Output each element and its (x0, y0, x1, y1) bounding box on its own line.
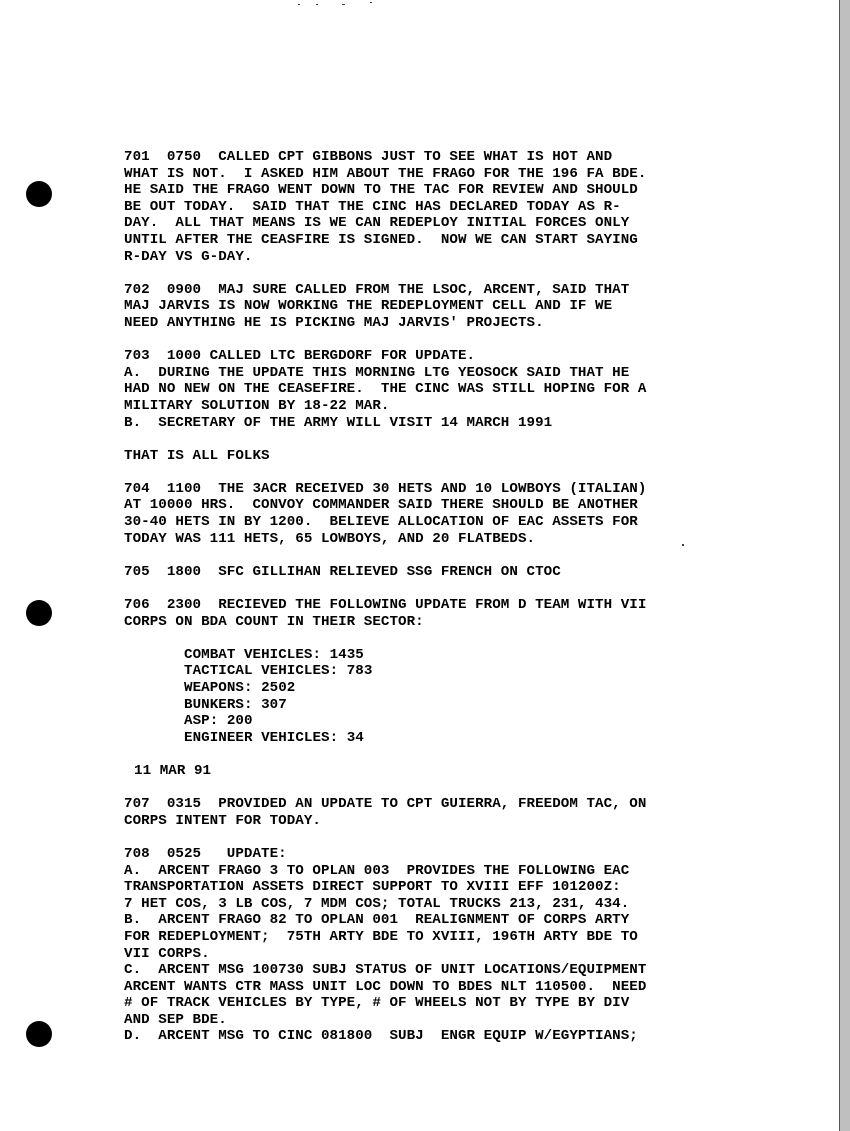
log-entry-line: A. DURING THE UPDATE THIS MORNING LTG YEOSOCK SAID THAT HE (124, 364, 630, 381)
log-entry-line: CORPS INTENT FOR TODAY. (124, 812, 321, 829)
log-entry-line: FOR REDEPLOYMENT; 75TH ARTY BDE TO XVIII, 196TH ARTY BDE TO (124, 928, 638, 945)
log-entry-line: 708 0525 UPDATE: (124, 845, 287, 862)
log-entry (124, 282, 744, 332)
log-entry-line: MILITARY SOLUTION BY 18-22 MAR. (124, 397, 390, 414)
log-entry-line: WHAT IS NOT. I ASKED HIM ABOUT THE FRAGO FOR THE 196 FA BDE. (124, 165, 647, 182)
binder-hole-bottom (26, 1021, 52, 1047)
log-entry-line: TODAY WAS 111 HETS, 65 LOWBOYS, AND 20 FLATBEDS. (124, 530, 536, 547)
bda-count-line: WEAPONS: 2502 (184, 680, 296, 696)
bda-count-line: ASP: 200 (184, 713, 253, 730)
log-entry-line: ARCENT WANTS CTR MASS UNIT LOC DOWN TO BDES NLT 110500. NEED (124, 978, 647, 995)
log-entry-line: 706 2300 RECIEVED THE FOLLOWING UPDATE FROM D TEAM WITH VII (124, 597, 647, 614)
bda-count-line: TACTICAL VEHICLES: 783 (184, 663, 373, 680)
log-entry-line: A. ARCENT FRAGO 3 TO OPLAN 003 PROVIDES THE FOLLOWING EAC (124, 862, 630, 879)
log-document (124, 149, 744, 1045)
log-entry (124, 481, 744, 547)
scan-speck (370, 2, 372, 3)
bda-count-line: ENGINEER VEHICLES: 34 (184, 729, 364, 746)
log-entries-bottom (124, 796, 744, 1045)
log-entry-line: D. ARCENT MSG TO CINC 081800 SUBJ ENGR EQUIP W/EGYPTIANS; (124, 1028, 638, 1045)
log-entry (124, 564, 744, 581)
log-entry (124, 846, 744, 1045)
log-entry-line: 7 HET COS, 3 LB COS, 7 MDM COS; TOTAL TRUCKS 213, 231, 434. (124, 895, 630, 912)
log-entry-line: B. SECRETARY OF THE ARMY WILL VISIT 14 MARCH 1991 (124, 414, 553, 431)
log-entry-line: AND SEP BDE. (124, 1011, 227, 1028)
log-entry-line: DAY. ALL THAT MEANS IS WE CAN REDEPLOY INITIAL FORCES ONLY (124, 215, 630, 232)
log-entry-line: 707 0315 PROVIDED AN UPDATE TO CPT GUIERRA, FREEDOM TAC, ON (124, 796, 647, 813)
log-entry-line: 703 1000 CALLED LTC BERGDORF FOR UPDATE. (124, 348, 476, 365)
log-entry-line: UNTIL AFTER THE CEASFIRE IS SIGNED. NOW WE CAN START SAYING (124, 231, 638, 248)
scan-speck (298, 4, 300, 5)
page-edge-shadow (840, 0, 850, 1131)
log-entry-line: AT 10000 HRS. CONVOY COMMANDER SAID THERE SHOULD BE ANOTHER (124, 497, 638, 514)
log-entry (124, 348, 744, 431)
log-entry-line: NEED ANYTHING HE IS PICKING MAJ JARVIS' PROJECTS. (124, 314, 544, 331)
log-entry-line: TRANSPORTATION ASSETS DIRECT SUPPORT TO XVIII EFF 101200Z: (124, 879, 621, 896)
log-entry (124, 796, 744, 829)
log-entry-line: HAD NO NEW ON THE CEASEFIRE. THE CINC WAS STILL HOPING FOR A (124, 381, 647, 398)
log-entry-line: C. ARCENT MSG 100730 SUBJ STATUS OF UNIT LOCATIONS/EQUIPMENT (124, 962, 647, 979)
binder-hole-top (26, 181, 52, 207)
log-entry-line: BE OUT TODAY. SAID THAT THE CINC HAS DECLARED TODAY AS R- (124, 198, 621, 215)
log-entry-line: 702 0900 MAJ SURE CALLED FROM THE LSOC, ARCENT, SAID THAT (124, 281, 630, 298)
bda-count-line: COMBAT VEHICLES: 1435 (184, 646, 364, 663)
log-entry-line: VII CORPS. (124, 945, 210, 962)
log-entry (124, 149, 744, 265)
log-entry-line: HE SAID THE FRAGO WENT DOWN TO THE TAC FOR REVIEW AND SHOULD (124, 182, 638, 199)
log-entry-line: 705 1800 SFC GILLIHAN RELIEVED SSG FRENCH ON CTOC (124, 563, 561, 580)
scan-speck (316, 4, 318, 5)
log-entry-line: CORPS ON BDA COUNT IN THEIR SECTOR: (124, 613, 424, 630)
log-entry-line: # OF TRACK VEHICLES BY TYPE, # OF WHEELS NOT BY TYPE BY DIV (124, 995, 630, 1012)
log-entry-line: B. ARCENT FRAGO 82 TO OPLAN 001 REALIGNMENT OF CORPS ARTY (124, 912, 630, 929)
log-entry-line: 704 1100 THE 3ACR RECEIVED 30 HETS AND 10 LOWBOYS (ITALIAN) (124, 480, 647, 497)
scan-speck (342, 4, 345, 5)
bda-count-line: BUNKERS: 307 (184, 696, 287, 713)
log-entries-top (124, 149, 744, 630)
binder-hole-middle (26, 600, 52, 626)
log-entry-line: MAJ JARVIS IS NOW WORKING THE REDEPLOYMENT CELL AND IF WE (124, 298, 613, 315)
log-entry (124, 448, 744, 465)
bda-count-list (124, 647, 744, 747)
log-entry (124, 597, 744, 630)
log-entry-line: THAT IS ALL FOLKS (124, 447, 270, 464)
date-heading: 11 MAR 91 (134, 762, 212, 779)
log-entry-line: R-DAY VS G-DAY. (124, 248, 253, 265)
log-entry-line: 701 0750 CALLED CPT GIBBONS JUST TO SEE WHAT IS HOT AND (124, 149, 613, 165)
log-entry-line: 30-40 HETS IN BY 1200. BELIEVE ALLOCATION OF EAC ASSETS FOR (124, 514, 638, 531)
